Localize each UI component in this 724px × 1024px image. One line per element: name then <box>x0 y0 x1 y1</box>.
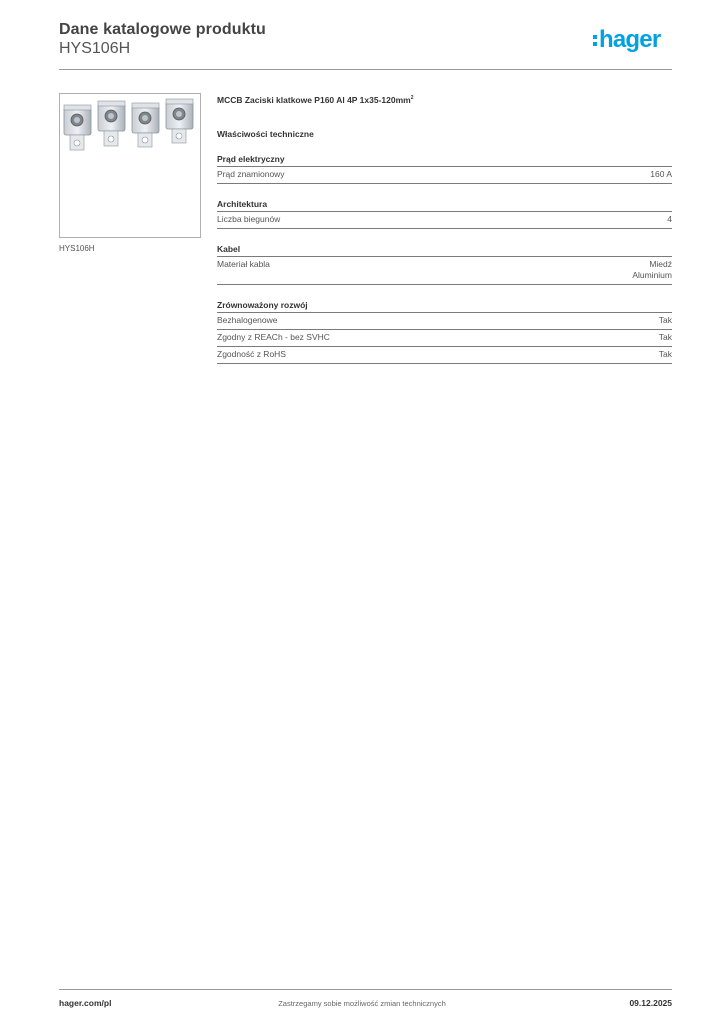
property-value <box>650 169 672 180</box>
terminal-clamps-photo-icon <box>60 94 200 237</box>
property-label: Zgodność z RoHS <box>217 349 286 359</box>
page-title: Dane katalogowe produktu <box>59 21 266 38</box>
header-divider <box>59 69 672 70</box>
property-value <box>659 315 672 326</box>
footer-notice: Zastrzegamy sobie możliwość zmian technicznych <box>278 999 446 1008</box>
product-details <box>217 95 672 364</box>
section-title: Kabel <box>217 244 672 257</box>
property-sections <box>217 154 672 364</box>
property-value-line: Tak <box>658 349 672 359</box>
section-title: Prąd elektryczny <box>217 154 672 167</box>
product-name <box>217 95 672 105</box>
clamp-4 <box>166 99 193 143</box>
property-label: Zgodny z REACh - bez SVHC <box>217 332 330 342</box>
logo-dots-icon <box>593 35 597 46</box>
property-section <box>217 300 672 364</box>
property-value <box>667 214 672 225</box>
footer-divider <box>59 989 672 990</box>
logo-text: hager <box>599 26 661 53</box>
property-row <box>217 212 672 229</box>
property-row <box>217 167 672 184</box>
property-section <box>217 154 672 184</box>
property-section <box>217 244 672 285</box>
property-value-line: Tak <box>658 315 672 325</box>
property-label: Materiał kabla <box>217 259 270 269</box>
property-label: Prąd znamionowy <box>217 169 285 179</box>
clamp-2 <box>98 101 125 146</box>
section-title: Zrównoważony rozwój <box>217 300 672 313</box>
property-row <box>217 330 672 347</box>
image-caption: HYS106H <box>59 244 95 253</box>
property-row <box>217 257 672 285</box>
property-value-line: Miedź <box>649 259 672 269</box>
property-value <box>659 349 672 360</box>
product-name-superscript: 2 <box>410 95 414 102</box>
property-value-line: 4 <box>667 214 672 224</box>
property-value-line: Aluminium <box>632 270 672 280</box>
property-row <box>217 347 672 364</box>
property-value-line: Tak <box>658 332 672 342</box>
section-title: Architektura <box>217 199 672 212</box>
hager-logo <box>593 26 660 54</box>
clamp-3 <box>132 103 159 147</box>
clamp-1 <box>64 105 91 150</box>
technical-properties-title: Właściwości techniczne <box>217 129 314 139</box>
product-name-text: MCCB Zaciski klatkowe P160 Al 4P 1x35-120mm <box>217 95 411 105</box>
property-section <box>217 199 672 229</box>
property-label: Liczba biegunów <box>217 214 281 224</box>
property-label: Bezhalogenowe <box>217 315 278 325</box>
footer-website-link[interactable]: hager.com/pl <box>59 998 112 1008</box>
property-value-line: 160 A <box>650 169 672 179</box>
product-code: HYS106H <box>59 40 131 57</box>
footer-date: 09.12.2025 <box>629 998 672 1008</box>
property-value <box>659 332 672 343</box>
property-value <box>632 259 672 281</box>
property-row <box>217 313 672 330</box>
product-image <box>59 93 201 238</box>
